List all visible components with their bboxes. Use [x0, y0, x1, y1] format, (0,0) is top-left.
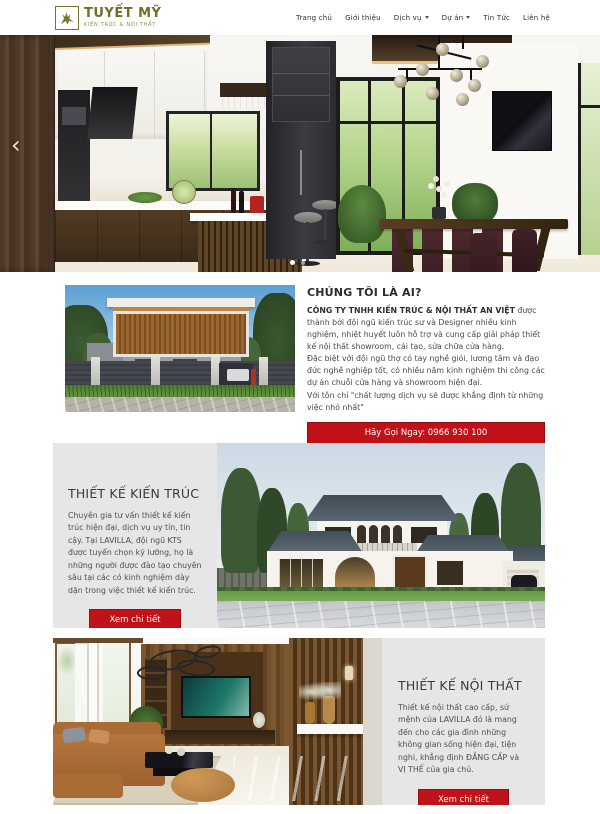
about-paragraph-1 — [307, 305, 545, 353]
side-window — [437, 561, 463, 585]
dining-chair — [512, 229, 537, 272]
nav-tin-tuc[interactable] — [483, 14, 510, 22]
stool-base — [314, 240, 336, 244]
floor-gloss — [233, 756, 358, 801]
interior-detail-button[interactable]: Xem chi tiết — [418, 789, 509, 805]
nav-lien-he[interactable] — [523, 14, 550, 22]
about-text-column — [307, 282, 545, 443]
carousel-dot-active[interactable] — [290, 260, 295, 265]
stool-stem — [306, 222, 309, 262]
about-paragraph-2: Đặc biệt với đội ngũ thợ có tay nghề giỏi, lương tâm và đạo đức nghề nghiệp tốt, có nhiều năm kinh nghiệm thi công các dự án chuỗi cửa hàng và showroom hiện đại. — [307, 354, 545, 388]
glass-globe — [468, 79, 481, 92]
glass-globe — [416, 63, 429, 76]
sofa-chaise — [53, 774, 123, 798]
roof-slab — [107, 298, 255, 307]
nav-label: Tin Tức — [483, 13, 511, 22]
left-wing-roof — [267, 531, 363, 553]
round-pouf — [171, 768, 235, 802]
architecture-card — [53, 443, 545, 628]
console-orchid — [253, 712, 265, 728]
front-door — [393, 555, 427, 591]
architecture-detail-button[interactable]: Xem chi tiết — [89, 609, 180, 628]
wood-column — [0, 35, 55, 272]
nav-label: Trang chủ — [296, 13, 333, 22]
brand-logo[interactable] — [55, 6, 161, 30]
chandelier-rod — [462, 35, 464, 49]
red-post — [251, 369, 256, 385]
villa-image — [217, 443, 545, 628]
dining-chair — [470, 233, 497, 272]
main-nav — [296, 14, 550, 22]
stool-stem — [324, 209, 327, 241]
wall-art-frame — [492, 91, 552, 151]
dining-chair — [422, 224, 443, 272]
living-room-image — [53, 638, 382, 805]
carousel-prev-arrow[interactable]: ‹ — [11, 131, 21, 159]
fruit-basket — [172, 180, 196, 204]
nav-trang-chu[interactable] — [296, 14, 332, 22]
architecture-title: THIẾT KẾ KIẾN TRÚC — [68, 486, 200, 501]
cabinet-shelf-line — [273, 73, 329, 74]
arch-window-large — [335, 557, 375, 589]
wall-sconce — [345, 666, 353, 680]
driveway — [217, 601, 545, 628]
pine-tree — [221, 468, 261, 573]
shelf-flowers — [299, 682, 341, 702]
dining-table — [380, 219, 568, 229]
wine-bottle — [239, 191, 244, 213]
greenery-glimpse — [57, 646, 77, 676]
chevron-down-icon — [425, 16, 429, 19]
cabinet-glass — [272, 47, 330, 122]
architecture-body: Chuyên gia tư vấn thiết kế kiến trúc hiện đại, dịch vụ uy tín, tin cậy. Tại LAVILLA, đội ngũ KTS được tuyển chọn kỹ lưỡng, họ là những người được đào tạo chuyên sâu tại các có kinh nghiệm dày dặn trong việc thiết kế kiến trúc. — [68, 511, 202, 595]
interior-card — [53, 638, 545, 805]
interior-text-column — [382, 638, 545, 805]
potted-plant — [338, 185, 386, 243]
call-now-button[interactable]: Hãy Gọi Ngay: 0966 930 100 — [307, 422, 545, 444]
lawn — [217, 591, 545, 601]
glass-globe — [476, 55, 489, 68]
vase — [305, 702, 315, 724]
about-title: CHÚNG TÔI LÀ AI? — [307, 286, 422, 299]
chevron-down-icon — [466, 16, 470, 19]
red-gift-box — [250, 196, 264, 213]
countertop — [55, 201, 270, 210]
nav-dich-vu[interactable] — [394, 14, 429, 22]
glass-globe — [394, 75, 407, 88]
deer-icon — [55, 6, 79, 30]
nav-du-an[interactable] — [442, 14, 471, 22]
company-name: CÔNG TY TNHH KIẾN TRÚC & NỘI THẤT AN VIỆT — [307, 306, 515, 315]
glass-globe — [456, 93, 469, 106]
glass-globe — [426, 87, 439, 100]
ring-chandelier — [137, 666, 167, 680]
main-roof — [305, 495, 460, 521]
kitchen-window — [166, 111, 260, 191]
table-decor — [165, 746, 173, 754]
glass-globe — [436, 43, 449, 56]
nav-label: Liên hệ — [523, 13, 550, 22]
side-window — [578, 63, 600, 255]
chandelier — [392, 35, 488, 117]
oven-screen — [62, 107, 86, 125]
arch-window — [393, 525, 402, 545]
button-wrap — [398, 777, 529, 805]
brand-name: TUYẾT MỸ — [84, 6, 162, 21]
cabinet-shelf-line — [273, 95, 329, 96]
paved-driveway — [65, 397, 295, 412]
nav-label: Dịch vụ — [393, 13, 422, 22]
window-mullion — [210, 114, 212, 188]
tan-pillow — [88, 729, 109, 744]
section-gap — [0, 628, 600, 638]
hero-carousel-slide — [0, 35, 600, 272]
arch-window — [369, 525, 378, 545]
ceiling-trim — [53, 638, 143, 643]
nav-gioi-thieu[interactable] — [345, 14, 381, 22]
window-transom — [340, 121, 436, 124]
wood-slat-facade — [113, 311, 249, 357]
about-section — [0, 272, 600, 443]
arch-window — [381, 525, 390, 545]
brand-tagline: KIẾN TRÚC & NỘI THẤT — [84, 22, 157, 28]
stool-base — [296, 261, 320, 266]
modern-house-image — [65, 285, 295, 412]
about-paragraph-3: Với tôn chỉ "chất lượng dịch vụ sẽ được khẳng định từ những việc nhỏ nhất" — [307, 390, 544, 412]
tv-console — [165, 730, 275, 744]
side-wall — [363, 638, 382, 805]
interior-body: Thiết kế nội thất cao cấp, sứ mệnh của LAVILLA đó là mang đến cho các gia đình những không gian sống hiện đại, tiện nghi, khẳng định ĐẲNG CẤP và VỊ THẾ của gia chủ. — [398, 703, 520, 775]
about-p1-text: được thành bởi đội ngũ kiến trúc sư và Designer nhiều kinh nghiệm, nhiệt huyết luôn hỗ trợ và cung cấp giải pháp thiết kế nội thất showroom, cải tạo, sửa chữa cửa hàng. — [307, 306, 541, 352]
header — [0, 0, 600, 35]
side-window-transom — [578, 105, 600, 108]
wine-bottle — [231, 188, 236, 213]
fridge-handle — [300, 150, 302, 195]
nav-label: Giới thiệu — [345, 13, 381, 22]
nav-label: Dự án — [441, 13, 464, 22]
white-car — [227, 369, 249, 381]
orchid-flowers — [428, 183, 434, 189]
marble-coffee-table — [145, 752, 213, 768]
arch-window — [357, 525, 366, 545]
button-wrap — [68, 597, 202, 628]
counter-greens — [128, 192, 162, 203]
interior-title: THIẾT KẾ NỘI THẤT — [398, 678, 522, 693]
bay-window — [279, 559, 323, 587]
range-hood — [87, 87, 137, 139]
floating-shelf — [297, 724, 363, 734]
architecture-text-column — [53, 443, 217, 628]
orchid-pot — [432, 207, 446, 219]
carousel-dot[interactable] — [301, 261, 305, 265]
glass-globe — [450, 69, 463, 82]
television — [181, 676, 251, 718]
